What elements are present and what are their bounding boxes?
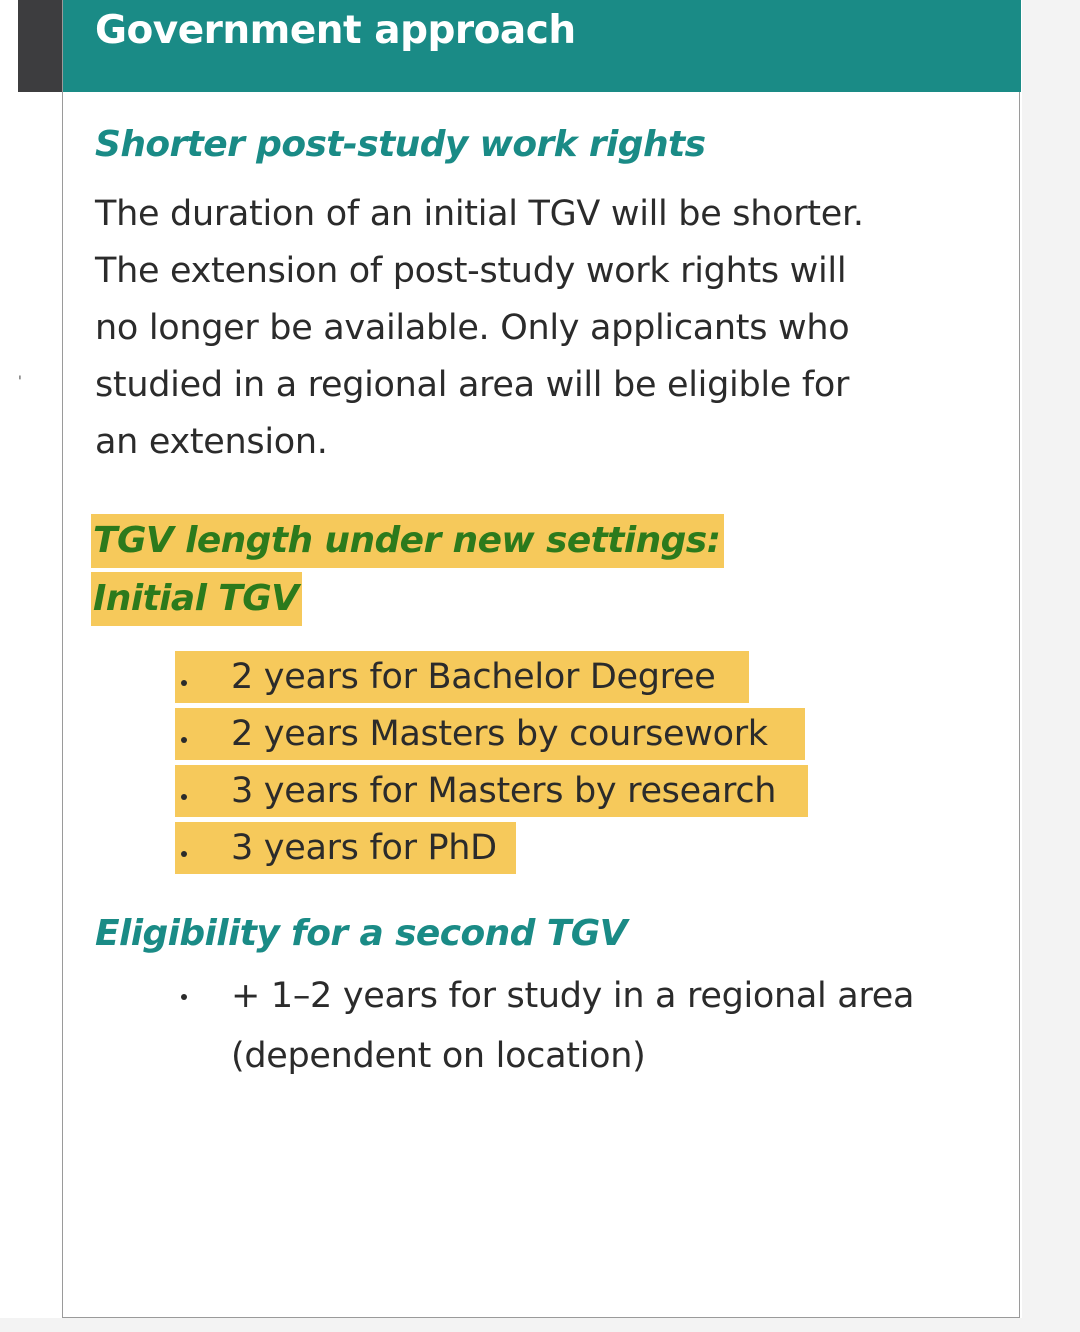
list-item-line: + 1–2 years for study in a regional area (231, 976, 915, 1016)
section-subtitle-initial-tgv: Initial TGV (91, 572, 302, 626)
list-item-line: (dependent on location) (231, 1036, 646, 1076)
section-paragraph (95, 186, 864, 471)
stray-mark: ' (18, 374, 22, 390)
bullet-icon (181, 794, 187, 800)
bullet-icon (181, 851, 187, 857)
paragraph-line: studied in a regional area will be eligible for (95, 365, 850, 405)
card-header (63, 0, 1021, 92)
section-title-tgv-length: TGV length under new settings: (91, 514, 724, 568)
list-item-text (231, 966, 914, 1086)
left-dark-tab (18, 0, 62, 92)
list-item-text: 2 years Masters by coursework (231, 714, 768, 754)
list-item-text: 3 years for Masters by research (231, 771, 777, 811)
bullet-icon (181, 680, 187, 686)
right-gutter (1022, 0, 1080, 1332)
list-item-text: 2 years for Bachelor Degree (231, 657, 716, 697)
paragraph-line: The duration of an initial TGV will be shorter. (95, 194, 864, 234)
header-title: Government approach (95, 8, 576, 53)
paragraph-line: no longer be available. Only applicants who (95, 308, 850, 348)
list-item-text: 3 years for PhD (231, 828, 497, 868)
paragraph-line: The extension of post-study work rights will (95, 251, 847, 291)
paragraph-line: an extension. (95, 422, 328, 462)
section-title-second-tgv: Eligibility for a second TGV (95, 913, 627, 954)
bottom-strip (0, 1318, 1080, 1332)
content-card (62, 0, 1020, 1318)
section-title-post-study: Shorter post-study work rights (95, 124, 706, 165)
bullet-icon (181, 994, 187, 1000)
bullet-icon (181, 737, 187, 743)
